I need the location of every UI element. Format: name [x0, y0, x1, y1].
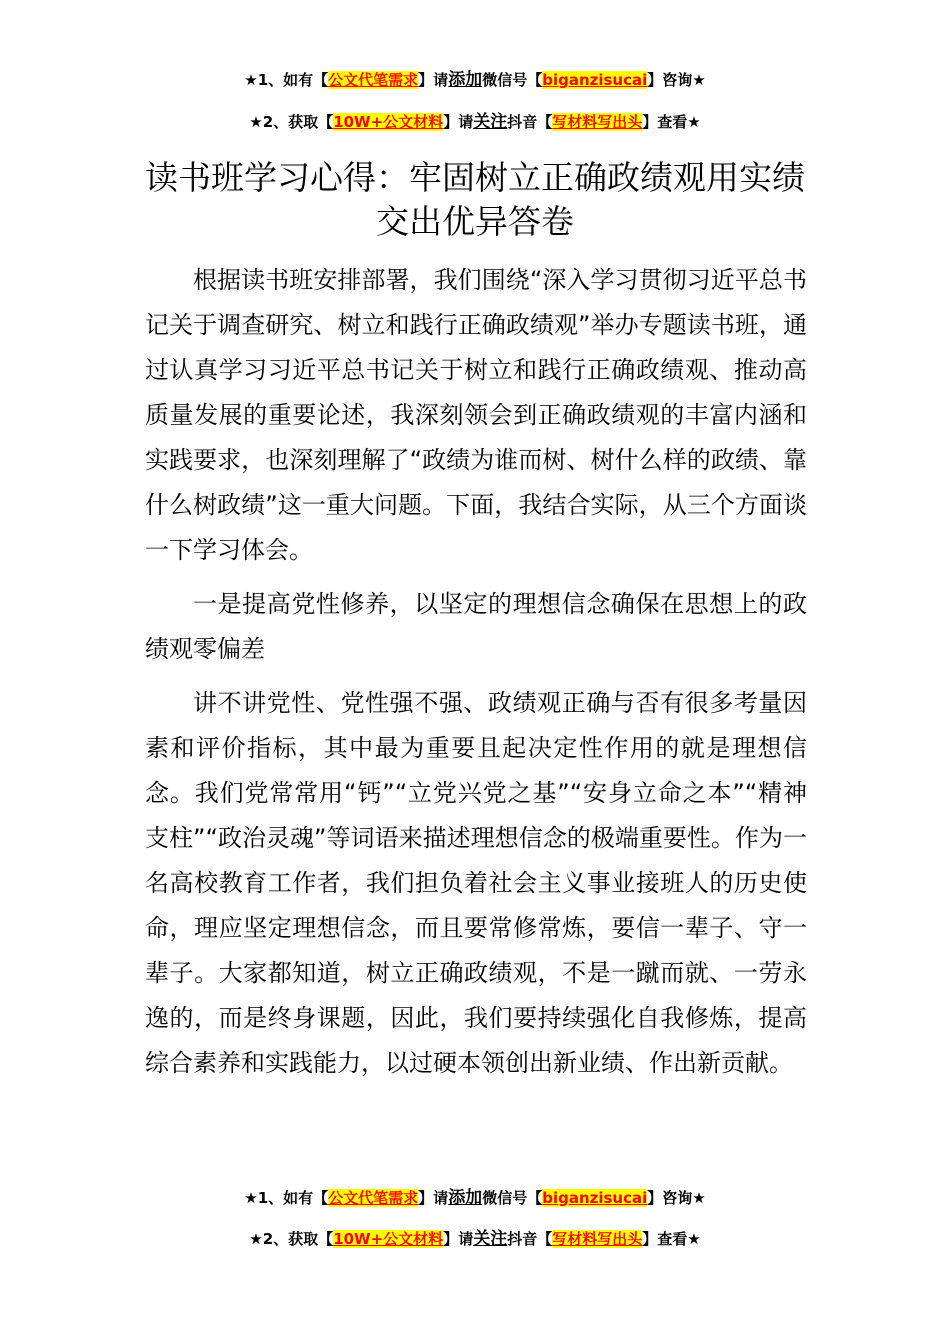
- banner-text: 微信号【: [482, 1189, 543, 1207]
- banner-prefix: ★1、如有【: [244, 1189, 329, 1207]
- promo-banner-line-2: [0, 110, 950, 134]
- section-heading-1: 一是提高党性修养，以坚定的理想信念确保在思想上的政绩观零偏差: [145, 590, 807, 663]
- banner-text: 微信号【: [482, 71, 543, 89]
- banner-highlight-douyin-id: 写材料写出头: [552, 113, 643, 131]
- banner-suffix: 】查看★: [642, 1230, 701, 1248]
- paragraph-intro: 根据读书班安排部署，我们围绕“深入学习贯彻习近平总书记关于调查研究、树立和践行正确政绩观”举办专题读书班，通过认真学习习近平总书记关于树立和践行正确政绩观、推动高质量发展的重要论述，我深刻领会到正确政绩观的丰富内涵和实践要求，也深刻理解了“政绩为谁而树、树什么样的政绩、靠什么树政绩”这一重大问题。下面，我结合实际，从三个方面谈一下学习体会。: [145, 266, 807, 564]
- promo-banner-line-1: [0, 68, 950, 92]
- banner-highlight-materials: 10W+公文材料: [333, 1230, 444, 1248]
- banner-text: 抖音【: [507, 1230, 553, 1248]
- banner-highlight-wechat-id: biganzisucai: [542, 71, 648, 89]
- banner-text: 】请: [443, 1230, 474, 1248]
- banner-prefix: ★2、获取【: [249, 1230, 334, 1248]
- banner-prefix: ★2、获取【: [249, 113, 334, 131]
- banner-highlight-wechat-id: biganzisucai: [542, 1189, 648, 1207]
- banner-text: 】请: [418, 71, 449, 89]
- banner-suffix: 】咨询★: [647, 1189, 706, 1207]
- document-title: 读书班学习心得：牢固树立正确政绩观用实绩交出优异答卷: [145, 158, 805, 241]
- promo-banner-footer-line-2: [0, 1227, 950, 1251]
- banner-emphasis: 添加: [448, 1188, 483, 1208]
- banner-emphasis: 关注: [473, 1229, 508, 1249]
- banner-highlight-service: 公文代笔需求: [328, 1189, 419, 1207]
- banner-emphasis: 关注: [473, 112, 508, 132]
- banner-text: 抖音【: [507, 113, 553, 131]
- document-body: [145, 258, 807, 1086]
- banner-emphasis: 添加: [448, 70, 483, 90]
- promo-banner-footer-line-1: [0, 1186, 950, 1210]
- banner-suffix: 】查看★: [642, 113, 701, 131]
- banner-highlight-douyin-id: 写材料写出头: [552, 1230, 643, 1248]
- banner-prefix: ★1、如有【: [244, 71, 329, 89]
- paragraph-section-1: 讲不讲党性、党性强不强、政绩观正确与否有很多考量因素和评价指标，其中最为重要且起决定性作用的就是理想信念。我们党常常用“钙”“立党兴党之基”“安身立命之本”“精神支柱”“政治灵魂”等词语来描述理想信念的极端重要性。作为一名高校教育工作者，我们担负着社会主义事业接班人的历史使命，理应坚定理想信念，而且要常修常炼，要信一辈子、守一辈子。大家都知道，树立正确政绩观，不是一蹴而就、一劳永逸的，而是终身课题，因此，我们要持续强化自我修炼，提高综合素养和实践能力，以过硬本领创出新业绩、作出新贡献。: [145, 689, 807, 1077]
- banner-text: 】请: [418, 1189, 449, 1207]
- banner-suffix: 】咨询★: [647, 71, 706, 89]
- banner-highlight-service: 公文代笔需求: [328, 71, 419, 89]
- banner-highlight-materials: 10W+公文材料: [333, 113, 444, 131]
- banner-text: 】请: [443, 113, 474, 131]
